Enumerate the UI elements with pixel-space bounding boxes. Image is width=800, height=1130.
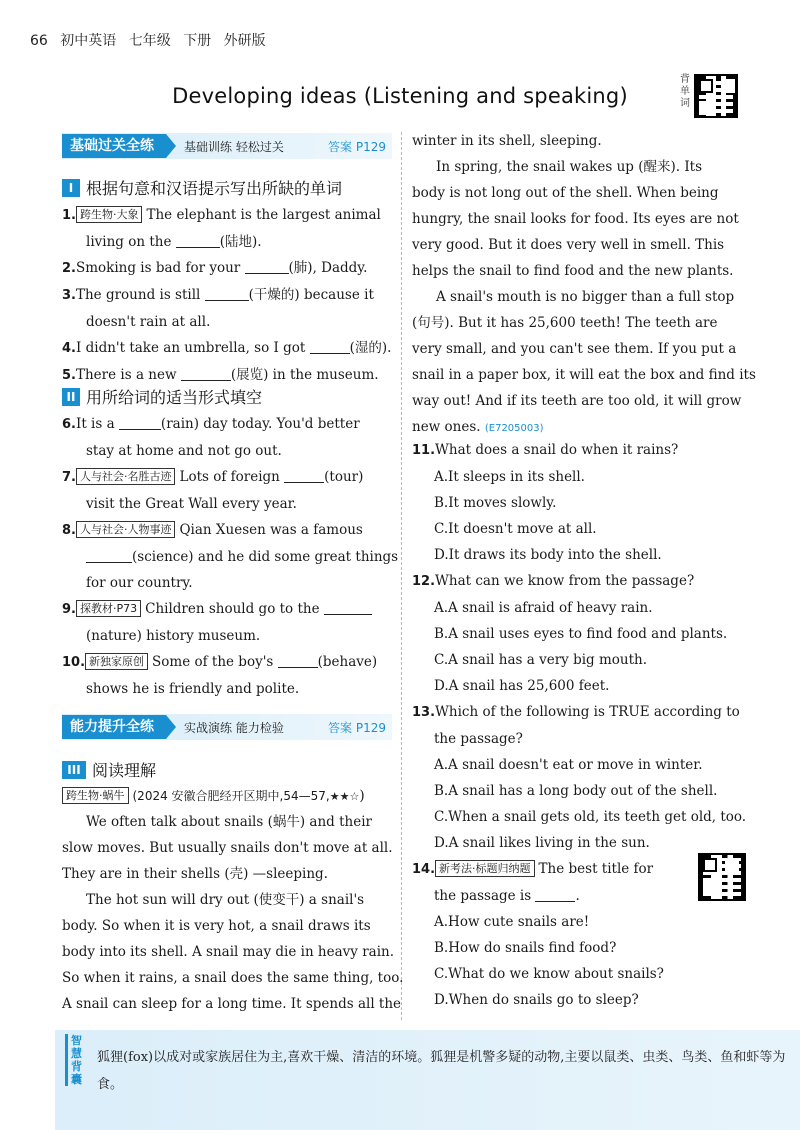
option[interactable]: D.When do snails go to sleep? [434,992,639,1008]
question-14: 14. 新考法·标题归纳题 The best title for [412,861,654,877]
section-number: II [62,388,80,406]
question-3: 3.The ground is still (干燥的) because it [62,287,374,303]
book-name: 初中英语 [60,33,117,49]
banner-arrow-icon [166,134,176,158]
section-1-heading [62,176,342,199]
section-2-heading [62,385,262,408]
question-tag: 探教材·P73 [76,600,141,617]
answer-blank[interactable] [284,468,324,483]
section-number: III [62,761,86,779]
page-title: Developing ideas (Listening and speaking) [172,84,628,108]
option[interactable]: C.What do we know about snails? [434,966,664,982]
footer-text: 狐狸(fox)以成对或家族居住为主,喜欢干燥、清洁的环境。狐狸是机警多疑的动物,主要以鼠类、虫类、鸟类、鱼和虾等为食。 [97,1050,786,1092]
section-3-heading [62,758,156,781]
banner-arrow-icon [166,715,176,739]
answer-blank[interactable] [245,259,289,274]
answer-ref[interactable]: 答案 P129 [328,720,386,735]
answer-ref[interactable]: 答案 P129 [328,139,386,154]
grade: 七年级 [128,33,171,49]
vocab-qr-block[interactable] [680,74,738,118]
option[interactable]: B.A snail has a long body out of the shell. [434,783,718,799]
question-7: 7. 人与社会·名胜古迹 Lots of foreign (tour) [62,469,364,485]
footer-side-label: 智慧背囊 [65,1034,87,1086]
answer-blank[interactable] [119,415,161,430]
answer-blank[interactable] [535,887,575,902]
question-12: 12.What can we know from the passage? [412,573,695,589]
section-title: 根据句意和汉语提示写出所缺的单词 [86,179,343,198]
option[interactable]: D.It draws its body into the shell. [434,547,662,563]
option[interactable]: B.It moves slowly. [434,495,557,511]
option[interactable]: D.A snail has 25,600 feet. [434,678,610,694]
difficulty-stars: ★★☆ [329,790,360,803]
answer-blank[interactable] [176,233,220,248]
section-number: I [62,179,80,197]
option[interactable]: C.It doesn't move at all. [434,521,597,537]
question-tag: 跨生物·大象 [76,206,143,223]
option[interactable]: A.It sleeps in its shell. [434,469,585,485]
question-1: 1. 跨生物·大象 The elephant is the largest animal [62,207,381,223]
question-tag: 新考法·标题归纳题 [435,860,535,877]
banner-tag: 基础过关全练 [62,134,166,158]
ability-practice-banner [62,714,392,740]
answer-blank[interactable] [310,339,350,354]
answer-blank[interactable] [181,366,231,381]
question-11: 11.What does a snail do when it rains? [412,442,679,458]
section-title: 用所给词的适当形式填空 [86,388,263,407]
question-10: 10. 新独家原创 Some of the boy's (behave) [62,654,378,670]
passage-right-column: winter in its shell, sleeping. In spring, the snail wakes up (醒来). Its body is not long out of the shell. When being hungry, the snail looks for food. Its eyes are not very good. But it does very well in smell. This helps the snail to find food and the new plants. A snail's mouth is no bigger than a full stop (句号). But it has 25,600 teeth! The teeth are very small, and you can't see them. If you put a snail in a paper box, it will eat the box and find its way out! And if its teeth are too old, it will grow new ones. (E7205003) [412,133,756,435]
page-header [30,30,274,50]
edition: 外研版 [223,33,266,49]
option[interactable]: B.How do snails find food? [434,940,617,956]
banner-tag: 能力提升全练 [62,715,166,739]
passage-code: (E7205003) [484,423,544,434]
question-tag: 新独家原创 [85,653,148,670]
question-2: 2.Smoking is bad for your (肺), Daddy. [62,260,368,276]
question-9: 9. 探教材·P73 Children should go to the [62,596,396,623]
passage-left-column: We often talk about snails (蜗牛) and their slow moves. But usually snails don't move at all. They are in their shells (壳) —sleeping. The hot sun will dry out (使变干) a snail's body. So when it is very hot, a snail draws its body into its shell. A snail may die in heavy rain. So when it rains, a snail does the same thing, too. A snail can sleep for a long time. It spends all the [62,814,404,1012]
question-tag: 人与社会·名胜古迹 [76,468,176,485]
source-tag: 跨生物·蜗牛 [62,787,129,804]
reading-questions: 11.What does a snail do when it rains? A.It sleeps in its shell. B.It moves slowly. C.It doesn't move at all. D.It draws its body into the shell. 12.What can we know from the passage? A.A snail is afraid of heavy rain. B.A snail uses eyes to find food and plants. C.A snail has a very big mouth. D.A snail has 25,600 feet. 13.Which of the following is TRUE according to the passage? A.A snail doesn't eat or move in winter. B.A snail has a long body out of the shell. C.When a snail gets old, its teeth get old, too. D.A snail likes living in the sun. 14. 新考法·标题归纳题 The best title for the passage is . A.How cute snails are! B.How do snails find food? C.What do we know about snails? D.When do snails go to sleep? [412,437,752,1013]
option[interactable]: A.A snail is afraid of heavy rain. [434,600,653,616]
question-8: 8. 人与社会·人物事迹 Qian Xuesen was a famous [62,522,363,538]
question-6: 6.It is a (rain) day today. You'd better [62,416,360,432]
wisdom-footer [55,1030,800,1130]
part-1-questions: 1. 跨生物·大象 The elephant is the largest animal living on the (陆地). 2.Smoking is bad for your (肺), Daddy. 3.The ground is still (干燥的) because it doesn't rain at all. 4.I didn't take an umbrella, so I got (湿的). 5.There is a new (展览) in the museum. [62,202,396,389]
volume: 下册 [183,33,212,49]
option[interactable]: C.A snail has a very big mouth. [434,652,647,668]
question-tag: 人与社会·人物事迹 [76,521,176,538]
question-4: 4.I didn't take an umbrella, so I got (湿的). [62,340,392,356]
question-5: 5.There is a new (展览) in the museum. [62,367,379,383]
part-2-questions: 6.It is a (rain) day today. You'd better stay at home and not go out. 7. 人与社会·名胜古迹 Lots of foreign (tour) visit the Great Wall every year. 8. 人与社会·人物事迹 Qian Xuesen was a famous (science) and he did some great things for our country. 9. 探教材·P73 Children should go to the (nature) history museum. 10. 新独家原创 Some of the boy's (behave) shows he is friendly and polite. [62,411,396,702]
passage-source: 跨生物·蜗牛 (2024 安徽合肥经开区期中,54—57,★★☆) [62,783,365,810]
qr-code-icon[interactable] [694,74,738,118]
answer-blank[interactable] [278,653,318,668]
answer-blank[interactable] [205,286,249,301]
banner-subtitle: 基础训练 轻松过关 [184,139,284,154]
section-title: 阅读理解 [92,761,157,780]
option[interactable]: D.A snail likes living in the sun. [434,835,650,851]
option[interactable]: A.A snail doesn't eat or move in winter. [434,757,703,773]
answer-blank[interactable] [324,600,372,615]
option[interactable]: A.How cute snails are! [434,914,590,930]
page-number: 66 [30,33,48,49]
option[interactable]: B.A snail uses eyes to find food and plants. [434,626,728,642]
option[interactable]: C.When a snail gets old, its teeth get old, too. [434,809,747,825]
qr-label: 背 单 词 [680,74,690,109]
banner-subtitle: 实战演练 能力检验 [184,720,284,735]
question-13: 13.Which of the following is TRUE according to [412,704,740,720]
answer-blank[interactable] [86,548,132,563]
column-divider [401,132,402,1020]
basic-practice-banner [62,133,392,159]
q14-qr-code-icon[interactable] [698,853,746,901]
